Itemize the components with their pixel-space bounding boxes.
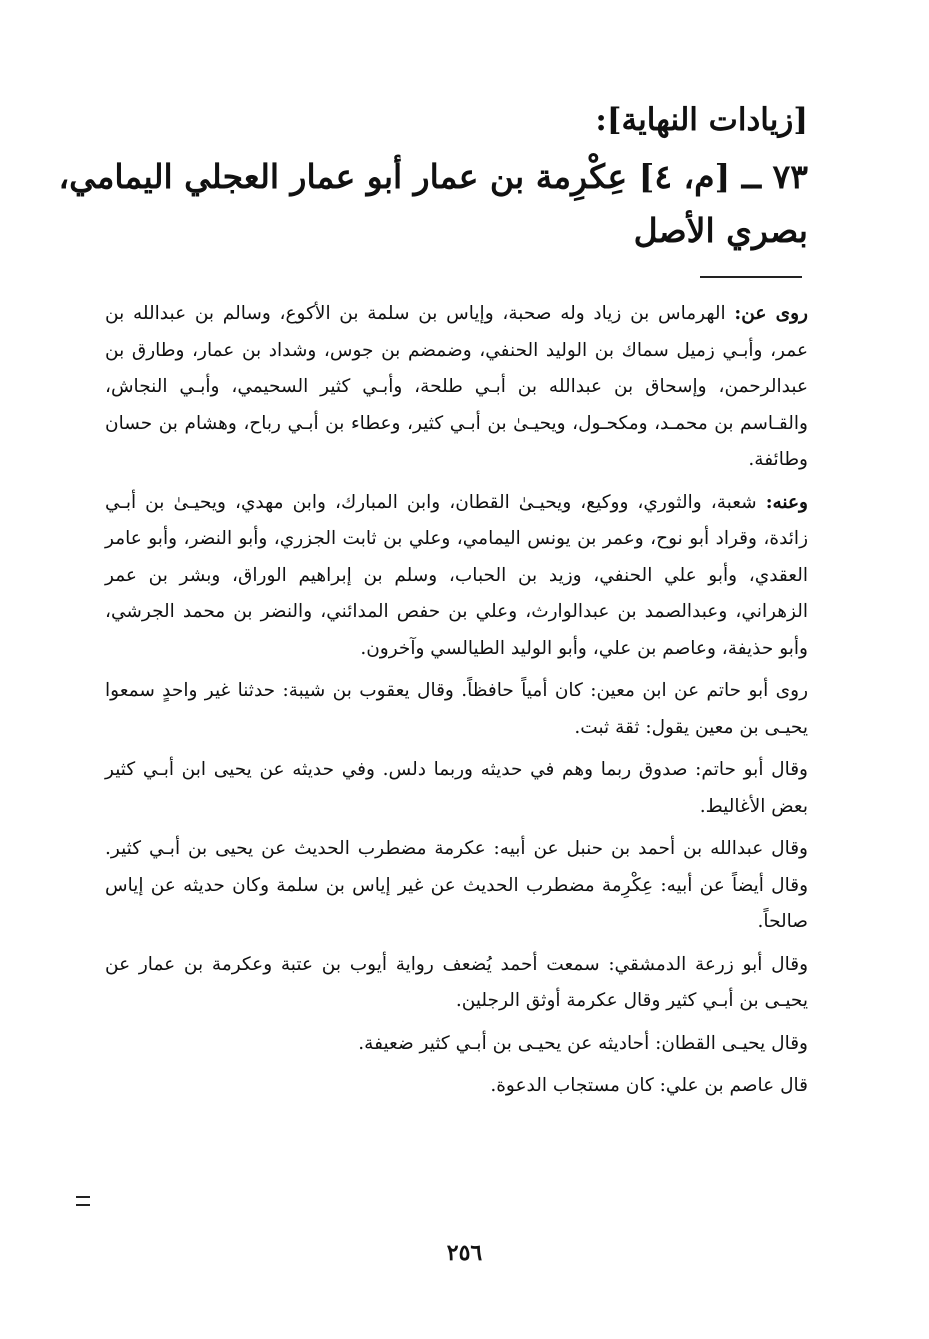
paragraph-abu-zura (105, 947, 808, 1020)
paragraph-abu-hatim (105, 752, 808, 825)
paragraph-abdullah-ibn-ahmad (105, 831, 808, 941)
paragraph-lead: وعنه: (765, 491, 808, 513)
paragraph-text: وقال عبدالله بن أحمد بن حنبل عن أبيه: عكرمة مضطرب الحديث عن يحيى بن أبـي كثير. وقال أيضاً عن أبيه: عِكْرِمة مضطرب الحديث عن غير إياس بن سلمة وكان حديثه عن إياس صالحاً. (105, 838, 808, 932)
paragraph-abu-hatim-ibn-main (105, 673, 808, 746)
paragraph-text: وقال يحيـى القطان: أحاديثه عن يحيـى بن أبـي كثير ضعيفة. (358, 1032, 808, 1054)
paragraph-text: روى أبو حاتم عن ابن معين: كان أمياً حافظاً. وقال يعقوب بن شيبة: حدثنا غير واحدٍ سمعوا يحيـى بن معين يقول: ثقة ثبت. (105, 680, 808, 738)
paragraph-text: وقال أبو حاتم: صدوق ربما وهم في حديثه وربما دلس. وفي حديثه عن يحيى ابن أبـي كثير بعض الأغاليط. (105, 759, 808, 817)
entry-title-line2: بصري الأصل (633, 211, 808, 250)
body-text (105, 296, 808, 1111)
margin-equals-mark (76, 1196, 90, 1206)
section-tag: [زيادات النهاية]: (595, 102, 808, 138)
page-number: ٢٥٦ (446, 1240, 483, 1266)
paragraph-text: شعبة، والثوري، ووكيع، ويحيـىٰ القطان، وابن المبارك، وابن مهدي، ويحيـىٰ بن أبـي زائدة، وقراد أبو نوح، وعمر بن يونس اليمامي، وعلي بن ثابت الجزري، وأبو النضر، وأبو عامر العقدي، وأبو علي الحنفي، وزيد بن الحباب، وسلم بن إبراهيم الوراق، وبشر بن عمر الزهراني، وعبدالصمد بن عبدالوارث، وعلي بن حفص المدائني، والنضر بن محمد الجرشي، وأبو حذيفة، وعاصم بن علي، وأبو الوليد الطيالسي وآخرون. (105, 491, 808, 659)
paragraph-text: قال عاصم بن علي: كان مستجاب الدعوة. (490, 1075, 808, 1096)
paragraph-text: وقال أبو زرعة الدمشقي: سمعت أحمد يُضعف رواية أيوب بن عتبة وعكرمة بن عمار عن يحيـى بن أبـي كثير وقال عكرمة أوثق الرجلين. (105, 953, 808, 1011)
paragraph-narrated-from (105, 296, 808, 479)
paragraph-lead: روى عن: (734, 303, 808, 324)
paragraph-narrators-from-him (105, 485, 808, 668)
entry-title (58, 150, 808, 258)
paragraph-asim-ibn-ali (105, 1068, 808, 1105)
title-rule (700, 276, 802, 278)
entry-title-line1: ٧٣ ــ [م، ٤] عِكْرِمة بن عمار أبو عمار العجلي اليمامي، (58, 157, 808, 196)
paragraph-yahya-al-qattan (105, 1026, 808, 1063)
paragraph-text: الهرماس بن زياد وله صحبة، وإياس بن سلمة بن الأكوع، وسالم بن عبدالله بن عمر، وأبـي زميل سماك بن الوليد الحنفي، وضمضم بن جوس، وشداد بن عمار، وطارق بن عبدالرحمن، وإسحاق بن عبدالله بن أبـي طلحة، وأبـي كثير السحيمي، وأبـي النجاش، والقـاسم بن محمـد، ومكحـول، ويحيـىٰ بن أبـي كثير، وعطاء بن أبـي رباح، وهشام بن حسان وطائفة. (105, 303, 808, 470)
